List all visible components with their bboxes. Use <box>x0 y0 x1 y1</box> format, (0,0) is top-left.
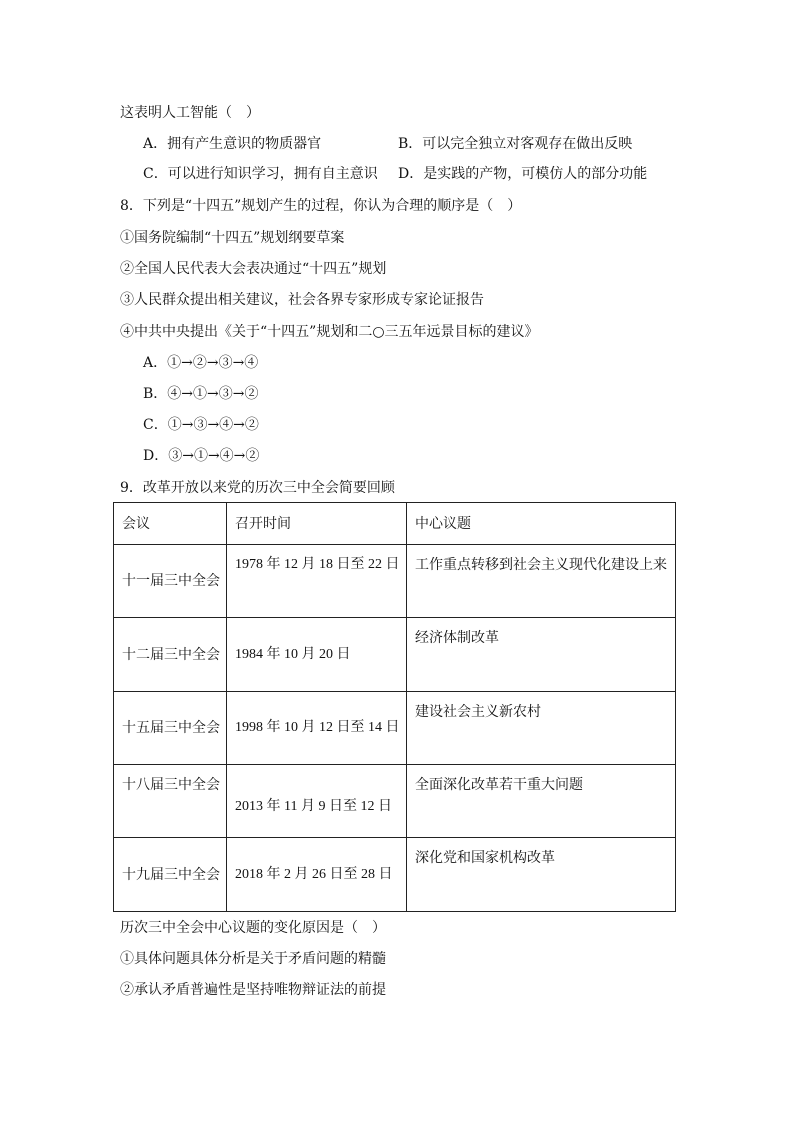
cell-date: 1998 年 10 月 12 日至 14 日 <box>227 692 407 765</box>
cell-topic: 工作重点转移到社会主义现代化建设上来 <box>407 545 676 618</box>
q9-question: 历次三中全会中心议题的变化原因是（ ） <box>120 920 386 936</box>
cell-meeting: 十二届三中全会 <box>114 618 227 692</box>
table-header-row <box>114 503 676 545</box>
cell-topic: 经济体制改革 <box>407 618 676 692</box>
q7-option-a[interactable]: A．拥有产生意识的物质器官 <box>143 136 322 152</box>
q8-item-4: ④中共中央提出《关于“十四五”规划和二○三五年远景目标的建议》 <box>120 324 539 340</box>
cell-date: 2018 年 2 月 26 日至 28 日 <box>227 838 407 912</box>
q7-option-c[interactable]: C．可以进行知识学习，拥有自主意识 <box>143 166 378 182</box>
q7-option-b[interactable]: B．可以完全独立对客观存在做出反映 <box>398 136 633 152</box>
table-row <box>114 838 676 912</box>
cell-meeting: 十一届三中全会 <box>114 545 227 618</box>
q8-option-a[interactable]: A．①→②→③→④ <box>143 355 259 371</box>
cell-date: 1984 年 10 月 20 日 <box>227 618 407 692</box>
cell-topic: 全面深化改革若干重大问题 <box>407 765 676 838</box>
q9-item-1: ①具体问题具体分析是关于矛盾问题的精髓 <box>120 951 386 967</box>
table-row <box>114 545 676 618</box>
cell-date: 2013 年 11 月 9 日至 12 日 <box>227 765 407 838</box>
plenum-table <box>113 502 676 912</box>
table-row <box>114 618 676 692</box>
table-row <box>114 765 676 838</box>
q8-option-d[interactable]: D．③→①→④→② <box>143 448 260 464</box>
table-row <box>114 692 676 765</box>
cell-topic: 建设社会主义新农村 <box>407 692 676 765</box>
header-meeting: 会议 <box>114 503 227 545</box>
q8-item-1: ①国务院编制“十四五”规划纲要草案 <box>120 230 345 246</box>
q8-option-b[interactable]: B．④→①→③→② <box>143 386 259 402</box>
header-date: 召开时间 <box>227 503 407 545</box>
q8-item-2: ②全国人民代表大会表决通过“十四五”规划 <box>120 261 387 277</box>
cell-meeting: 十八届三中全会 <box>114 765 227 838</box>
header-topic: 中心议题 <box>407 503 676 545</box>
q8-item-3: ③人民群众提出相关建议，社会各界专家形成专家论证报告 <box>120 292 484 308</box>
q7-option-d[interactable]: D．是实践的产物，可模仿人的部分功能 <box>398 166 648 182</box>
q7-stem: 这表明人工智能（ ） <box>120 105 260 121</box>
q9-item-2: ②承认矛盾普遍性是坚持唯物辩证法的前提 <box>120 982 386 998</box>
cell-date: 1978 年 12 月 18 日至 22 日 <box>227 545 407 618</box>
q9-stem: 9．改革开放以来党的历次三中全会简要回顾 <box>120 480 395 496</box>
q8-stem: 8．下列是“十四五”规划产生的过程，你认为合理的顺序是（ ） <box>120 198 522 214</box>
cell-meeting: 十九届三中全会 <box>114 838 227 912</box>
cell-meeting: 十五届三中全会 <box>114 692 227 765</box>
q8-option-c[interactable]: C．①→③→④→② <box>143 417 259 433</box>
cell-topic: 深化党和国家机构改革 <box>407 838 676 912</box>
